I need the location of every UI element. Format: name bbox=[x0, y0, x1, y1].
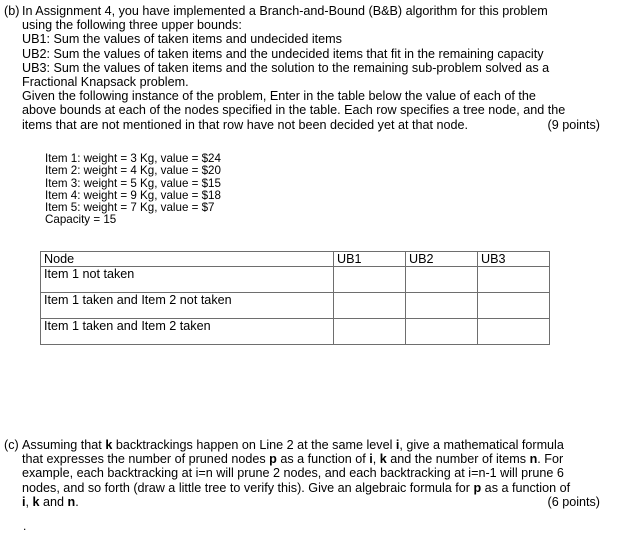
part-c-body bbox=[22, 438, 604, 509]
table-header-row bbox=[41, 252, 550, 267]
item-list bbox=[45, 153, 221, 227]
ub1-cell[interactable] bbox=[334, 267, 406, 293]
item-line: Item 3: weight = 5 Kg, value = $15 bbox=[45, 176, 221, 190]
item-line: Item 4: weight = 9 Kg, value = $18 bbox=[45, 188, 221, 202]
part-c-label: (c) bbox=[4, 438, 19, 452]
part-b-line: UB1: Sum the values of taken items and undecided items bbox=[22, 32, 342, 47]
part-c-last-line bbox=[22, 495, 600, 509]
ub1-cell[interactable] bbox=[334, 293, 406, 319]
trailing-mark: . bbox=[23, 519, 27, 533]
part-c-line: Assuming that k backtrackings happen on Line 2 at the same level i, give a mathematical formula bbox=[22, 438, 564, 452]
ub3-cell[interactable] bbox=[478, 319, 550, 345]
node-cell: Item 1 not taken bbox=[41, 267, 334, 293]
part-b-points: (9 points) bbox=[547, 117, 600, 132]
part-b-line: In Assignment 4, you have implemented a Branch-and-Bound (B&B) algorithm for this problem bbox=[22, 4, 548, 18]
part-c-points: (6 points) bbox=[547, 494, 600, 509]
ub3-cell[interactable] bbox=[478, 293, 550, 319]
item-line: Item 1: weight = 3 Kg, value = $24 bbox=[45, 152, 221, 165]
ub3-cell[interactable] bbox=[478, 267, 550, 293]
ub1-cell[interactable] bbox=[334, 319, 406, 345]
header-ub2: UB2 bbox=[406, 252, 478, 267]
part-c-line: nodes, and so forth (draw a little tree to verify this). Give an algebraic formula for p as a function of bbox=[22, 480, 571, 495]
node-cell: Item 1 taken and Item 2 not taken bbox=[41, 293, 334, 319]
part-b-line: Fractional Knapsack problem. bbox=[22, 75, 189, 90]
header-ub3: UB3 bbox=[478, 252, 550, 267]
table-row bbox=[41, 319, 550, 345]
ub2-cell[interactable] bbox=[406, 319, 478, 345]
node-cell: Item 1 taken and Item 2 taken bbox=[41, 319, 334, 345]
part-b-question bbox=[4, 4, 604, 132]
part-b-line: UB3: Sum the values of taken items and the solution to the remaining sub-problem solved as a bbox=[22, 60, 550, 75]
part-b-line: UB2: Sum the values of taken items and the undecided items that fit in the remaining capacity bbox=[22, 46, 544, 61]
header-node: Node bbox=[41, 252, 334, 267]
header-ub1: UB1 bbox=[334, 252, 406, 267]
part-b-label: (b) bbox=[4, 4, 20, 18]
table-row bbox=[41, 293, 550, 319]
part-c-line: example, each backtracking at i=n will prune 2 nodes, and each backtracking at i=n-1 will prune 6 bbox=[22, 466, 564, 481]
capacity-line: Capacity = 15 bbox=[45, 213, 117, 227]
part-b-line: above bounds at each of the nodes specified in the table. Each row specifies a tree node, and the bbox=[22, 103, 566, 118]
table-row bbox=[41, 267, 550, 293]
ub2-cell[interactable] bbox=[406, 293, 478, 319]
part-b-line: using the following three upper bounds: bbox=[22, 18, 242, 33]
part-c-line: i, k and n. bbox=[22, 494, 79, 509]
part-c-question bbox=[4, 438, 604, 509]
part-b-body bbox=[22, 4, 604, 132]
part-b-line: items that are not mentioned in that row have not been decided yet at that node. bbox=[22, 117, 468, 132]
part-b-last-line bbox=[22, 118, 600, 132]
item-line: Item 2: weight = 4 Kg, value = $20 bbox=[45, 164, 221, 178]
part-c-line: that expresses the number of pruned nodes p as a function of i, k and the number of items n. For bbox=[22, 452, 564, 467]
item-line: Item 5: weight = 7 Kg, value = $7 bbox=[45, 201, 215, 215]
part-b-line: Given the following instance of the problem, Enter in the table below the value of each of the bbox=[22, 89, 536, 104]
ub2-cell[interactable] bbox=[406, 267, 478, 293]
bounds-table bbox=[40, 251, 550, 345]
